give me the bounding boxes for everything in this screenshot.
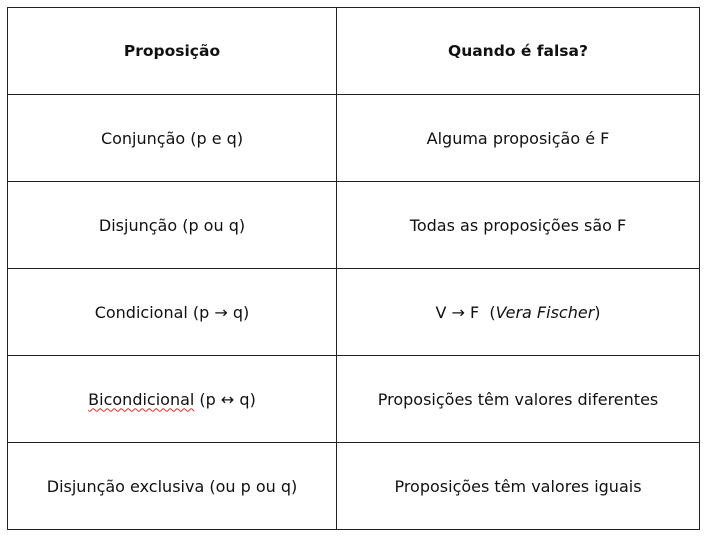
proposicao-rest: (p ↔ q) <box>194 389 256 409</box>
table-row <box>8 182 700 269</box>
cell-quando-falsa: Alguma proposição é F <box>337 95 700 182</box>
cell-proposicao: Disjunção (p ou q) <box>8 182 337 269</box>
logic-table <box>7 7 700 530</box>
spellcheck-word[interactable]: Bicondicional <box>88 389 195 409</box>
falsa-italic: Vera Fischer <box>495 302 595 322</box>
cell-proposicao: Condicional (p → q) <box>8 269 337 356</box>
cell-quando-falsa <box>337 269 700 356</box>
cell-proposicao: Conjunção (p e q) <box>8 95 337 182</box>
cell-proposicao <box>8 356 337 443</box>
header-proposicao: Proposição <box>8 8 337 95</box>
cell-quando-falsa: Proposições têm valores iguais <box>337 443 700 530</box>
falsa-prefix: V → F ( <box>435 302 496 322</box>
cell-quando-falsa: Proposições têm valores diferentes <box>337 356 700 443</box>
table-row <box>8 95 700 182</box>
cell-proposicao: Disjunção exclusiva (ou p ou q) <box>8 443 337 530</box>
table-row <box>8 443 700 530</box>
table-header-row <box>8 8 700 95</box>
header-quando-falsa: Quando é falsa? <box>337 8 700 95</box>
table-row <box>8 269 700 356</box>
cell-quando-falsa: Todas as proposições são F <box>337 182 700 269</box>
falsa-suffix: ) <box>594 302 601 322</box>
table-row <box>8 356 700 443</box>
